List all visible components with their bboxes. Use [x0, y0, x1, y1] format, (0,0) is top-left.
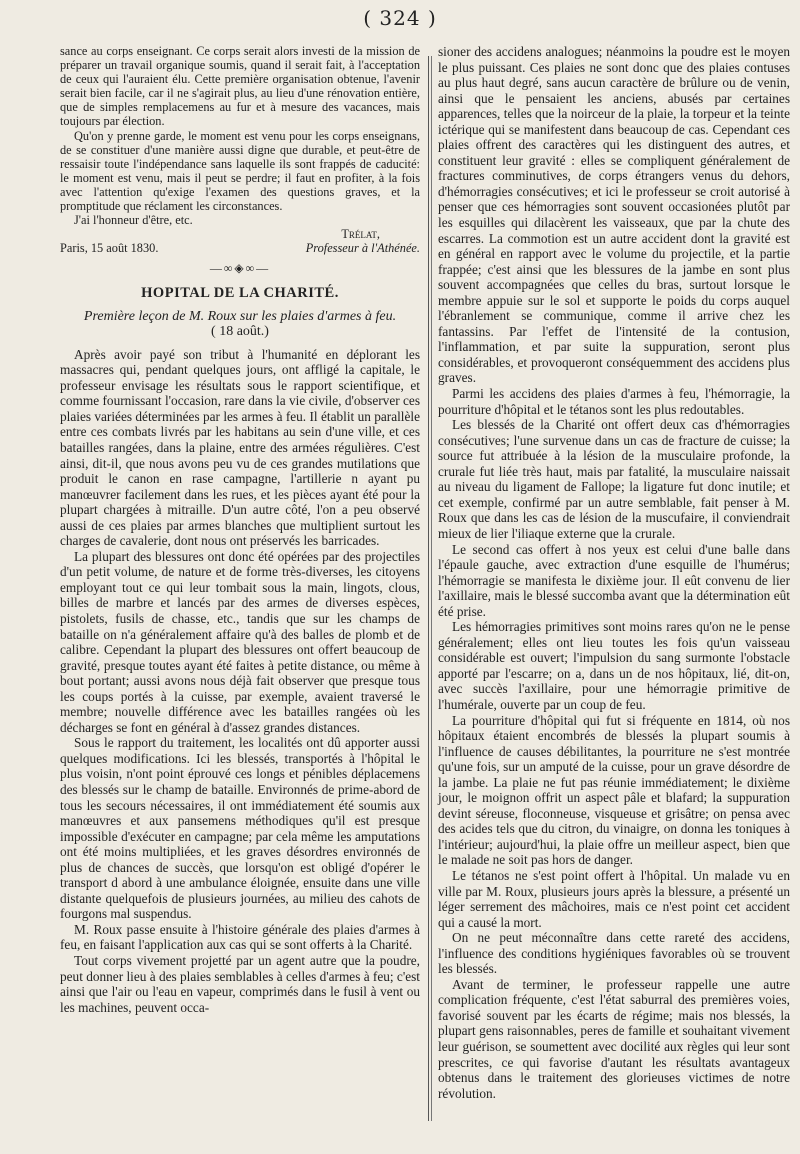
signature-line-1 — [60, 227, 420, 241]
right-paragraph-3: Les blessés de la Charité ont offert deux cas d'hémorragies consécutives; l'une survenue dans un cas de fracture de cuisse; la source fut attribuée à la lésion de la musculaire profonde, la crurale fut liée très haut, mais par fatalité, la musculaire naissait au niveau du ligament de Fallope; la ligature fut donc inutile; et cet exemple, confirmé par un autre semblable, fait penser à M. Roux que dans les cas de lésion de la muscufaire, il conviendrait mieux de lier l'iliaque externe que la crurale. — [438, 417, 790, 541]
section-ornament: —∞◈∞— — [209, 261, 271, 276]
signer-name: Trélat, — [341, 227, 380, 242]
lesson-date: ( 18 août.) — [211, 323, 269, 339]
letter-paragraph-2: Qu'on y prenne garde, le moment est venu pour les corps enseignans, de se constituer d'une manière aussi digne que durable, et peut-être de ressaisir toute l'indépendance sans laquelle ils sont frappés de caducité: le moment est venu, mais il peut se perdre; il faut en profiter, à la fois avec l'attention qu'exige l'examen des questions graves, et la promptitude que réclament les circonstances. — [60, 128, 420, 214]
article-paragraph-5: Tout corps vivement projetté par un agent autre que la poudre, peut donner lieu à des plaies semblables à celles d'armes à feu; c'est ainsi que l'air ou l'eau en vapeur, comprimés dans le fusil à vent ou les machines, peuvent occa- — [60, 953, 420, 1015]
column-divider-inner — [431, 56, 432, 1121]
right-paragraph-4: Le second cas offert à nos yeux est celui d'une balle dans l'épaule gauche, avec extraction d'une esquille de l'humérus; l'hémorragie se manifesta le dixième jour. Il eût convenu de lier l'axillaire, mais le blessé succomba avant que la détermination eût été prise. — [438, 541, 790, 619]
article-paragraph-1: Après avoir payé son tribut à l'humanité en déplorant les massacres qui, pendant quelques jours, ont affligé la capitale, le professeur envisage les résultats sous le rapport scientifique, et comme fournissant l'occasion, rare dans la vie civile, d'observer ces plaies variées déterminées par les armes à feu. Il établit un parallèle entre ces combats livrés par les habitans au sein d'une ville, et ces batailles rangées, dans la plaine, entre des armées régulières. C'est ainsi, dit-il, que nous avons peu vu de ces grandes mutilations que produit le canon en rase campagne, l'artillerie n ayant pu manœuvrer facilement dans les rues, et les pièces ayant été pour la plupart chargées à mitraille. D'un autre côté, l'on a peu observé aussi de ces plaies par armes blanches que multiplient surtout les charges de cavalerie, dont nous ont préservés les barricades. — [60, 346, 420, 549]
article-paragraph-4: M. Roux passe ensuite à l'histoire générale des plaies d'armes à feu, en faisant l'application aux cas qui se sont offerts à la Charité. — [60, 921, 420, 953]
right-paragraph-2: Parmi les accidens des plaies d'armes à feu, l'hémorragie, la pourriture d'hôpital et le tétanos sont les plus redoutables. — [438, 386, 790, 417]
letter-paragraph-1: sance au corps enseignant. Ce corps serait alors investi de la mission de préparer un travail organique soumis, quand il serait fait, à l'acceptation de ceux qui l'auraient élu. Cette première organisation obtenue, l'avenir serait bien facile, car il ne s'agirait plus, au lieu d'une rénovation entière, que de simples remplacemens au fur et à mesure des vacances, mais toujours par élection. — [60, 44, 420, 129]
page-number: ( 324 ) — [363, 6, 437, 30]
letter-closing: J'ai l'honneur d'être, etc. — [74, 213, 193, 228]
right-paragraph-7: Le tétanos ne s'est point offert à l'hôpital. Un malade vu en ville par M. Roux, plusieurs jours après la blessure, a présenté un léger serrement des mâchoires, mais ce n'est point cet accident qui a causé la mort. — [438, 867, 790, 930]
signer-title: Professeur à l'Athénée. — [305, 241, 420, 256]
right-column — [438, 44, 790, 1101]
article-paragraph-2: La plupart des blessures ont donc été opérées par des projectiles d'un petit volume, de nature et de forme très-diverses, les citoyens employant tout ce qui leur tombait sous la main, lingots, clous, billes de marbre et lancés par des armes de diverses espèces, pistolets, fusils de chasse, etc., tandis que sur les champs de bataille on n'a généralement affaire qu'à des balles de plomb et de calibre. Cependant la plupart des blessures ont offert beaucoup de gravité, presque toutes ayant été faites à petite distance, ou même à bout portant; aussi avons nous déjà fait observer que presque tous les coups portés à la cuisse, par exemple, avaient traversé le membre; nouvelle différence avec les batailles rangées où les décharges se font en général à d'assez grandes distances. — [60, 548, 420, 735]
right-paragraph-5: Les hémorragies primitives sont moins rares qu'on ne le pense généralement; elles ont lieu toutes les fois qu'un vaisseau considérable est ouvert; l'impulsion du sang surmonte l'obstacle apporté par l'escarre; on a, dans un de nos hôpitaux, lié, dit-on, avec succès l'axillaire, pour une hémorragie primitive de l'humérale, ouverte par un coup de feu. — [438, 619, 790, 712]
left-column — [60, 44, 420, 1015]
article-paragraph-3: Sous le rapport du traitement, les localités ont dû apporter aussi quelques modifications. Ici les blessés, transportés à l'hôpital le plus voisin, n'ont point éprouvé ces longs et pénibles déplacemens des blessés sur le champ de bataille. Environnés de prime-abord de tous les secours nécessaires, il ont immédiatement été soumis aux manœuvres et aux pansemens méthodiques qu'il est presque impossible d'exécuter en campagne; par cela même les amputations ont été moins multipliées, et les graves désordres environnés de plus de chances de succès, que lorsqu'on est obligé d'opérer le transport d abord à une ambulance éloignée, ensuite dans une ville distante quelquefois de plusieurs journées, au milieu des cahots de fourgons mal suspendus. — [60, 735, 420, 922]
column-divider — [428, 56, 429, 1121]
place-date: Paris, 15 août 1830. — [60, 241, 159, 256]
section-title: HOPITAL DE LA CHARITÉ. — [141, 284, 339, 301]
right-paragraph-8: On ne peut méconnaître dans cette rareté des accidens, l'influence des conditions hygiéniques favorables où se trouvent les blessés. — [438, 930, 790, 977]
signature-line-2 — [60, 241, 420, 255]
right-paragraph-6: La pourriture d'hôpital qui fut si fréquente en 1814, où nos hôpitaux étaient encombrés de blessés la plupart soumis à l'influence de causes débilitantes, la pourriture ne s'est montrée qu'une fois, sur un amputé de la cuisse, pour un grave désordre de la jambe. La plaie ne fut pas réunie immédiatement; le dixième jour, le moignon offrit un aspect pâle et blafard; la suppuration devint séreuse, floconneuse, visqueuse et grisâtre; on pensa avec des acides tels que du citron, du vinaigre, on donna les toniques à l'intérieur; aujourd'hui, la plaie offre un meilleur aspect, bien que le malade ne soit pas hors de danger. — [438, 712, 790, 868]
lesson-title: Première leçon de M. Roux sur les plaies d'armes à feu. — [83, 308, 397, 324]
right-paragraph-9: Avant de terminer, le professeur rappelle une autre complication fréquente, c'est l'état saburral des premières voies, favorisé souvent par les écarts de régime; mais nos blessés, la plupart gens raisonnables, peres de famille et souhaitant vivement leur guérison, se soumettent avec docilité aux règles qui leur sont prescrites, ce qui favorise d'autant les résultats avantageux obtenus dans le traitement des glorieuses victimes de notre révolution. — [438, 976, 790, 1101]
right-paragraph-1: sioner des accidens analogues; néanmoins la poudre est le moyen le plus puissant. Ces plaies ne sont donc que des plaies contuses au plus haut degré, sans aucun caractère de brûlure ou de venin, ainsi que le pensaient les anciens, abusés par certaines apparences, telles que la noirceur de la plaie, la torpeur et la teinte ictérique qui se manifestent dans beaucoup de cas. Cependant ces plaies offrent des caractères qui les distinguent des autres, et constituent leur gravité : elles se compliquent généralement de fractures comminutives, de corps étrangers venus du dehors, d'hémorragies consécutives; et ici le professeur se croit autorisé à penser que ces hémorragies sont souvent occasionées plutôt par les esquilles qui dilacèrent les vaisseaux, que par la chute des escarres. La commotion est un autre accident dont la gravité est en général en rapport avec le volume du projectile, et la partie frappée; c'est ainsi que les blessures de la jambe en sont plus souvent accompagnées que celles du bras, surtout lorsque le membre appuie sur le sol et supporte le poids du corps auquel l'ébranlement se communique, comme il arrive chez les fantassins. Par l'effet de l'intensité de la contusion, l'inflammation, et par suite la suppuration, seront plus considérables, et provoqueront conséquemment des accidens plus graves. — [438, 44, 790, 386]
